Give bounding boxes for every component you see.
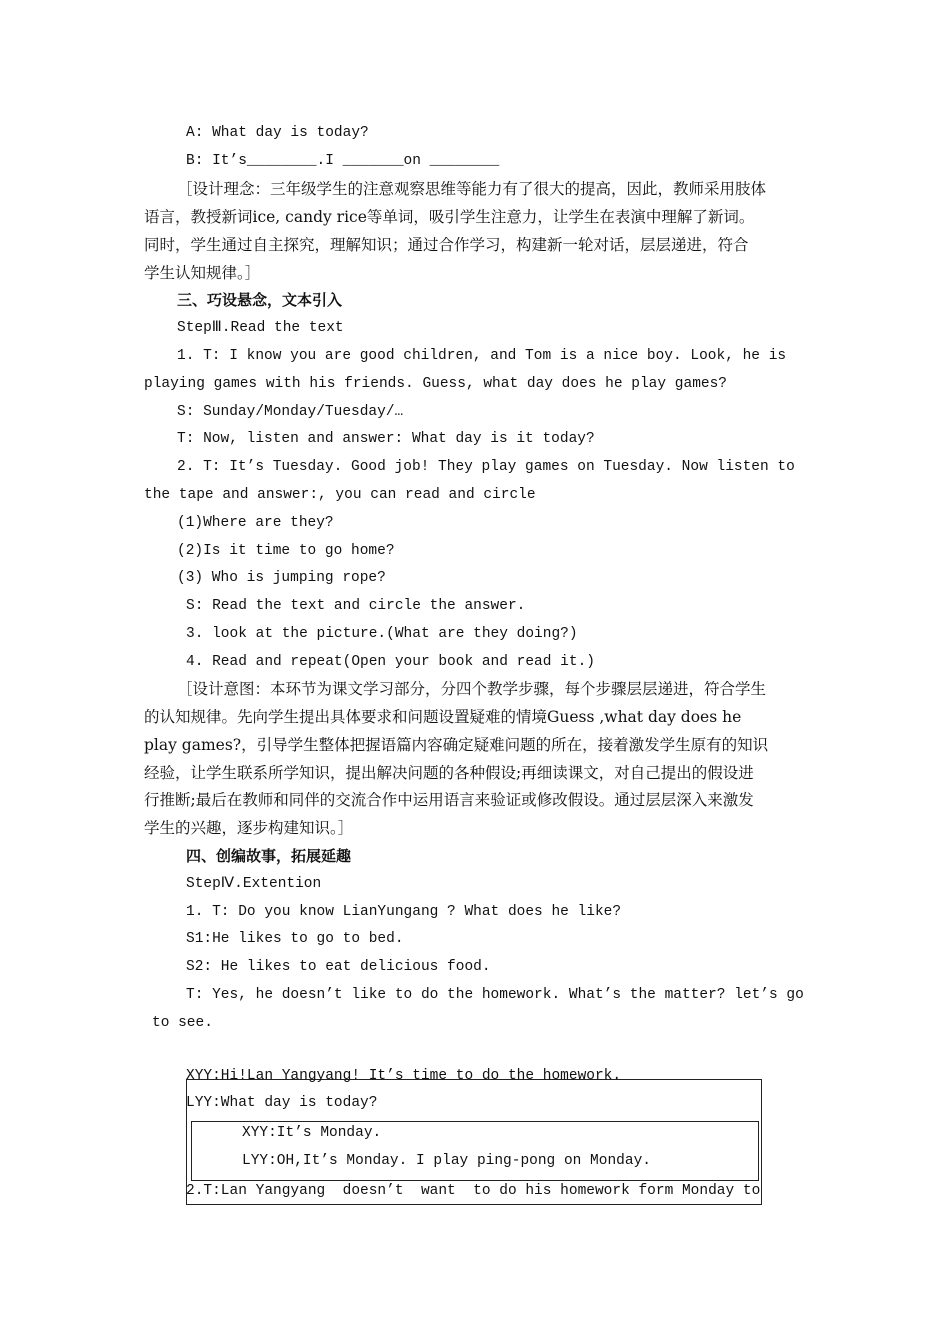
design-intent-line: 经验，让学生联系所学知识，提出解决问题的各种假设;再细读课文，对自己提出的假设进 [144,764,754,782]
paragraph-line: T: Now, listen and answer: What day is it today? [177,431,595,447]
design-intent-line: play games?，引导学生整体把握语篇内容确定疑难问题的所在，接着激发学生原有的知识 [144,736,769,754]
step-title: StepⅢ.Read the text [177,320,344,336]
story-line: LYY:What day is today? [186,1095,378,1111]
story-line: 2.T:Lan Yangyang doesn’t want to do his homework form Monday to [186,1183,761,1199]
dialogue-a: A: What day is today? [186,125,369,141]
paragraph-line: the tape and answer:, you can read and circle [144,487,536,503]
question-item: (3) Who is jumping rope? [177,570,386,586]
paragraph-line: 1. T: Do you know LianYungang ? What does he like? [186,904,622,920]
story-line: XYY:Hi!Lan Yangyang! It’s time to do the homework. [186,1068,622,1084]
design-concept-line: 同时，学生通过自主探究，理解知识；通过合作学习，构建新一轮对话，层层递进，符合 [144,236,749,254]
design-concept-line: 学生认知规律。］ [144,264,261,282]
paragraph-line: playing games with his friends. Guess, what day does he play games? [144,376,727,392]
design-concept-line: ［设计理念：三年级学生的注意观察思维等能力有了很大的提高，因此，教师采用肢体 [177,180,767,198]
paragraph-line: 4. Read and repeat(Open your book and read it.) [186,654,595,670]
paragraph-line: to see. [152,1015,213,1031]
design-intent-line: 学生的兴趣，逐步构建知识。］ [144,819,354,837]
dialogue-b: B: It’s________.I _______on ________ [186,153,500,169]
paragraph-line: T: Yes, he doesn’t like to do the homework. What’s the matter? let’s go [186,987,804,1003]
question-item: (1)Where are they? [177,515,334,531]
paragraph-line: S1:He likes to go to bed. [186,931,404,947]
design-concept-line: 语言，教授新词ice, candy rice等单词，吸引学生注意力，让学生在表演中理解了新词。 [144,208,755,226]
step-title: StepⅣ.Extention [186,876,322,892]
paragraph-line: S2: He likes to eat delicious food. [186,959,491,975]
paragraph-line: S: Read the text and circle the answer. [186,598,526,614]
question-item: (2)Is it time to go home? [177,543,395,559]
paragraph-line: S: Sunday/Monday/Tuesday/… [177,404,404,420]
paragraph-line: 3. look at the picture.(What are they doing?) [186,626,578,642]
paragraph-line: 1. T: I know you are good children, and Tom is a nice boy. Look, he is [177,348,787,364]
section-heading: 四、创编故事，拓展延趣 [186,847,352,865]
design-intent-line: 的认知规律。先向学生提出具体要求和问题设置疑难的情境Guess ,what day does he [144,708,742,726]
story-line: XYY:It’s Monday. [242,1125,382,1141]
design-intent-line: 行推断;最后在教师和同伴的交流合作中运用语言来验证或修改假设。通过层层深入来激发 [144,791,754,809]
design-intent-line: ［设计意图：本环节为课文学习部分，分四个教学步骤，每个步骤层层递进，符合学生 [177,680,767,698]
paragraph-line: 2. T: It’s Tuesday. Good job! They play games on Tuesday. Now listen to [177,459,795,475]
section-heading: 三、巧设悬念，文本引入 [177,291,343,309]
story-line: LYY:OH,It’s Monday. I play ping-pong on Monday. [242,1153,651,1169]
